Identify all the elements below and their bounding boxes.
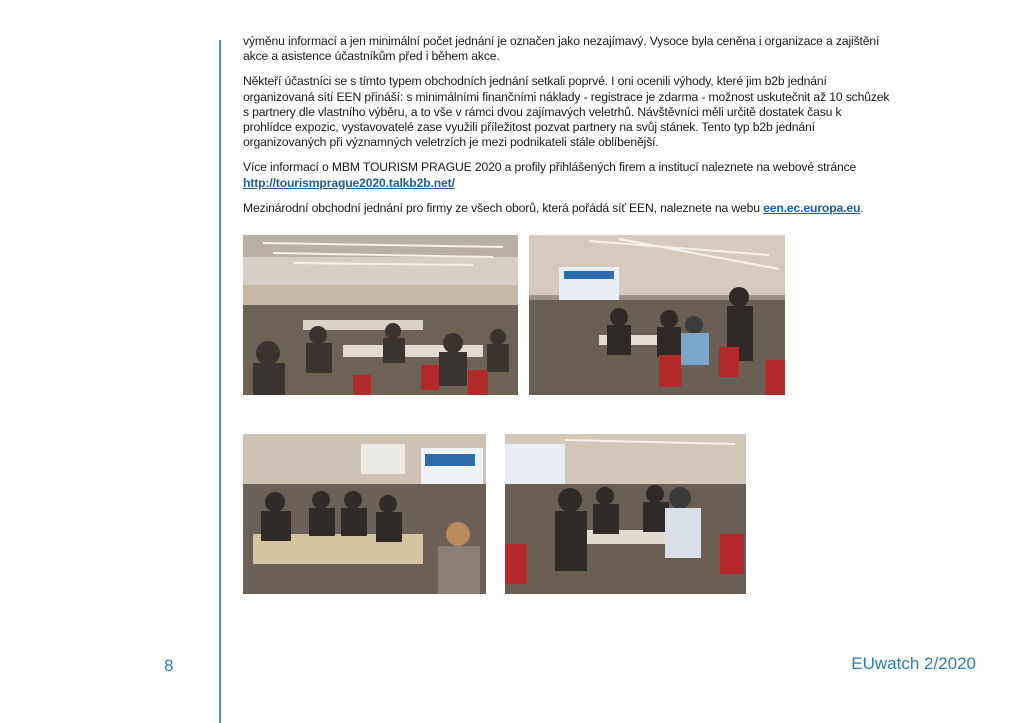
event-photo-4	[505, 434, 746, 594]
paragraph-1: výměnu informací a jen minimální počet jednání je označen jako nezajímavý. Vysoce byla ceněna i organizace a zajištění akce a asistence účastníkům před i během akce.	[243, 34, 880, 64]
paragraph-3-text: Více informací o MBM TOURISM PRAGUE 2020 a profily přihlášených firem a institucí naleznete na webové stránce	[243, 160, 857, 175]
event-photo-2	[529, 235, 785, 395]
tourism-prague-link[interactable]: http://tourismprague2020.talkb2b.net/	[243, 175, 455, 190]
margin-rule	[219, 40, 221, 723]
page-number: 8	[164, 656, 174, 675]
paragraph-4-end: .	[860, 200, 864, 215]
paragraph-4	[243, 201, 893, 216]
een-link[interactable]: een.ec.europa.eu	[763, 200, 861, 215]
paragraph-3	[243, 160, 893, 190]
footer-publication: EUwatch 2/2020	[851, 654, 976, 673]
paragraph-2: Někteří účastníci se s tímto typem obchodních jednání setkali poprvé. I oni ocenili výhody, které jim b2b jednání organizovaná sítí EEN přináší: s minimálními finančními náklady - registrace je zdarma - možnost uskutečnit až 10 schůzek s partnery dle vlastního výběru, a to vše v rámci dvou zajímavých veletrhů. Návštěvníci měli určitě dostatek času k prohlídce expozic, vystavovatelé zase využili příležitost pozvat partnery na svůj stánek. Tento typ b2b jednání organizovaných při významných veletrzích je mezi podnikateli stále oblíbenější.	[243, 74, 890, 150]
paragraph-4-text: Mezinárodní obchodní jednání pro firmy ze všech oborů, která pořádá síť EEN, naleznete na webu	[243, 200, 760, 215]
event-photo-3	[243, 434, 486, 594]
event-photo-1	[243, 235, 518, 395]
article-body	[243, 34, 893, 226]
